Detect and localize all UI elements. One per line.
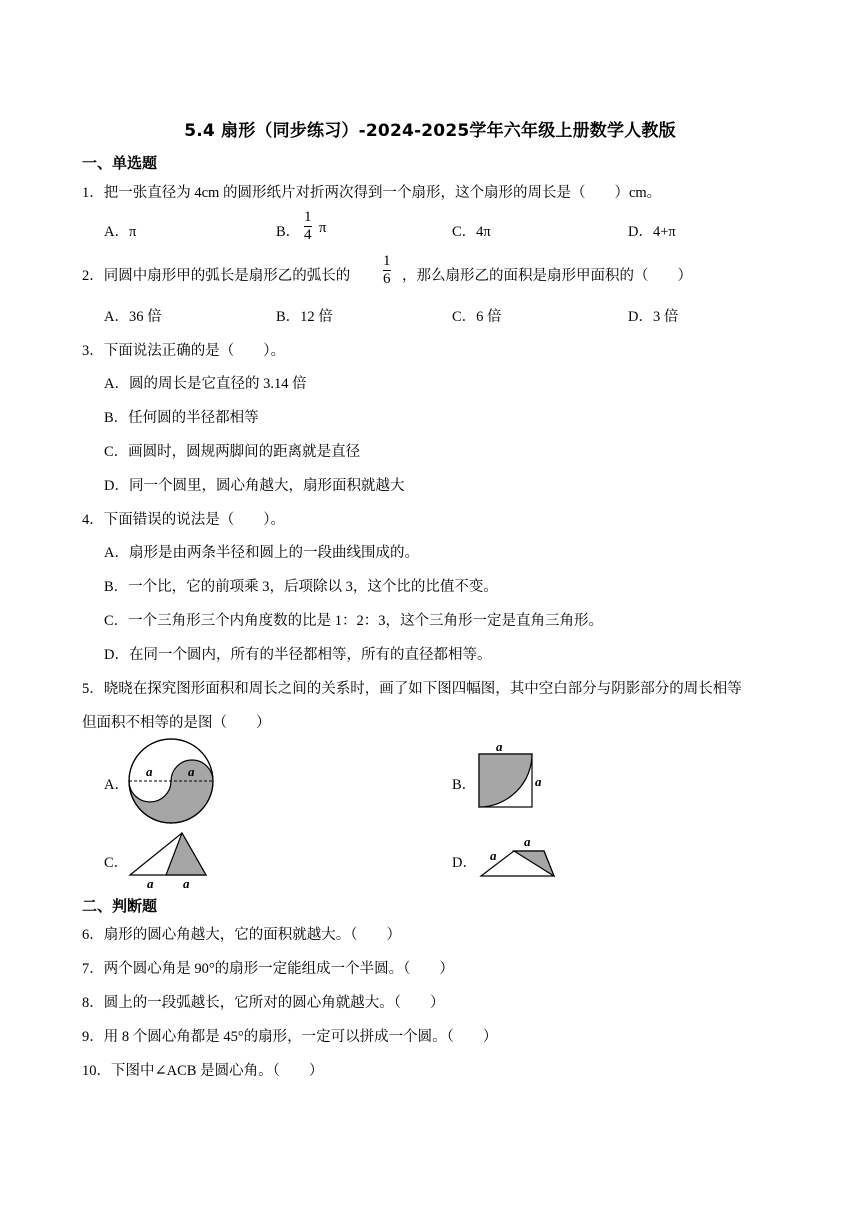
q3-option-c: C．画圆时，圆规两脚间的距离就是直径 [104, 444, 361, 460]
q3-option-a: A．圆的周长是它直径的 3.14 倍 [104, 376, 307, 392]
q3-option-d: D．同一个圆里，圆心角越大，扇形面积就越大 [104, 478, 405, 494]
section-heading-true-false: 二、判断题 [82, 897, 158, 915]
question-7: 7．两个圆心角是 90°的扇形一定能组成一个半圆。（ ） [82, 961, 454, 977]
question-3: 3．下面说法正确的是（ ）。 [82, 343, 285, 359]
figure-c-label-right: a [183, 876, 190, 891]
q5-figure-d-trapezoid [476, 832, 558, 880]
q5-figure-b-square-quarter-circle [474, 740, 548, 816]
q1-option-a: A．π [104, 224, 137, 240]
figure-b-label-right: a [535, 774, 542, 789]
q5-option-c-label: C． [104, 855, 129, 871]
question-4: 4．下面错误的说法是（ ）。 [82, 512, 285, 528]
figure-d-label-left: a [490, 848, 497, 863]
q1-option-c: C．4π [452, 224, 491, 240]
q2-option-b: B．12 倍 [276, 309, 333, 325]
question-2-text-after: ，那么扇形乙的面积是扇形甲面积的（ ） [402, 268, 692, 284]
q4-option-d: D．在同一个圆内，所有的半径都相等，所有的直径都相等。 [104, 647, 492, 663]
q4-option-c: C．一个三角形三个内角度数的比是 1：2：3，这个三角形一定是直角三角形。 [104, 613, 604, 629]
fraction-denominator: 6 [383, 271, 391, 287]
question-10: 10．下图中∠ACB 是圆心角。（ ） [82, 1063, 324, 1079]
q1-option-b-fraction [304, 209, 312, 244]
question-2-fraction [383, 253, 391, 288]
fraction-numerator: 1 [383, 253, 391, 269]
question-9: 9．用 8 个圆心角都是 45°的扇形，一定可以拼成一个圆。（ ） [82, 1029, 498, 1045]
figure-a-label-left: a [146, 764, 153, 779]
q5-option-a-label: A． [104, 777, 129, 793]
question-5-line-2: 但面积不相等的是图（ ） [82, 715, 271, 731]
q1-option-b-suffix: π [319, 220, 327, 236]
q1-option-b-prefix: B． [276, 224, 301, 240]
q5-option-b-label: B． [452, 777, 477, 793]
q2-option-d: D．3 倍 [628, 309, 679, 325]
section-heading-single-choice: 一、单选题 [82, 154, 158, 172]
q2-option-c: C．6 倍 [452, 309, 502, 325]
q3-option-b: B．任何圆的半径都相等 [104, 410, 259, 426]
q4-option-b: B．一个比，它的前项乘 3，后项除以 3，这个比的比值不变。 [104, 579, 498, 595]
figure-a-label-right: a [188, 764, 195, 779]
question-8: 8．圆上的一段弧越长，它所对的圆心角就越大。（ ） [82, 995, 445, 1011]
page-title: 5.4 扇形（同步练习）-2024-2025学年六年级上册数学人教版 [184, 121, 676, 141]
question-2-text-before: 2．同圆中扇形甲的弧长是扇形乙的弧长的 [82, 268, 351, 284]
figure-d-label-top: a [524, 834, 531, 849]
question-5-line-1: 5．晓晓在探究图形面积和周长之间的关系时，画了如下图四幅图，其中空白部分与阴影部分的周长相等 [82, 681, 742, 697]
q4-option-a: A．扇形是由两条半径和圆上的一段曲线围成的。 [104, 545, 419, 561]
q5-figure-c-triangles [126, 827, 210, 891]
fraction-denominator: 4 [304, 227, 312, 243]
q2-option-a: A．36 倍 [104, 309, 162, 325]
question-6: 6．扇形的圆心角越大，它的面积就越大。（ ） [82, 927, 401, 943]
q1-option-d: D．4+π [628, 224, 676, 240]
q5-figure-a-yin-yang [126, 734, 218, 828]
q5-option-d-label: D． [452, 855, 477, 871]
figure-c-label-left: a [147, 876, 154, 891]
figure-b-label-top: a [496, 740, 503, 754]
question-1: 1．把一张直径为 4cm 的圆形纸片对折两次得到一个扇形，这个扇形的周长是（ ）cm。 [82, 185, 662, 201]
fraction-numerator: 1 [304, 209, 312, 225]
